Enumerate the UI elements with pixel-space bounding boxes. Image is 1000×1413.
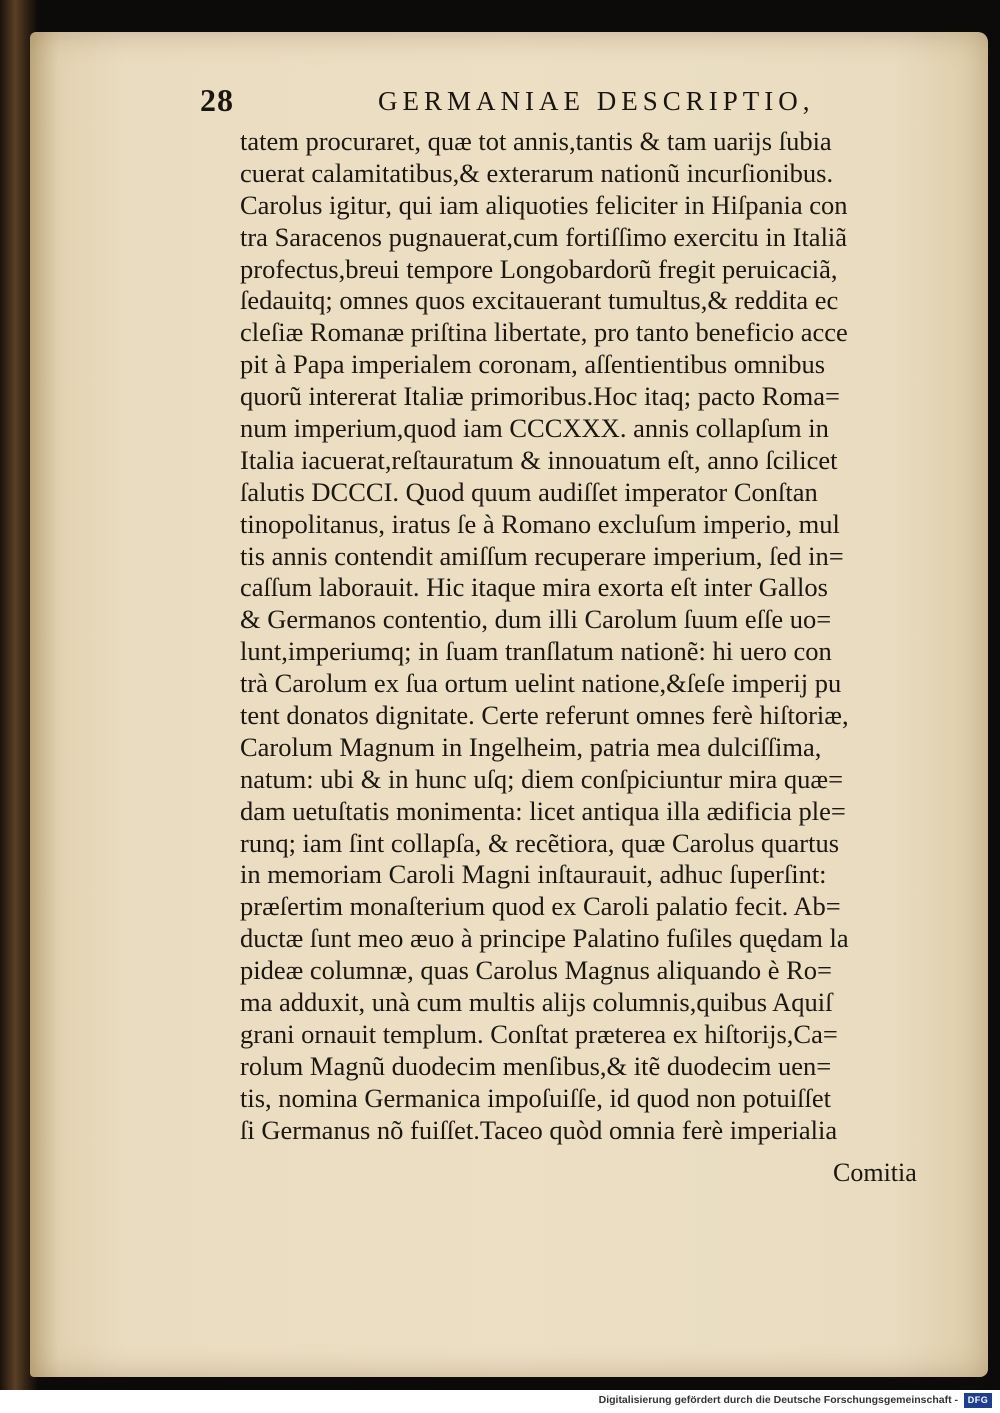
text-line: cuerat calamitatibus,& exterarum nationũ incurſionibus. [240, 157, 834, 188]
catchword: Comitia [833, 1158, 917, 1187]
text-line: rolum Magnũ duodecim menſibus,& itẽ duodecim uen= [240, 1050, 832, 1081]
text-line: pit à Papa imperialem coronam, aſſentientibus omnibus [240, 349, 826, 380]
text-line: Carolum Magnum in Ingelheim, patria mea dulciſſima, [240, 731, 822, 762]
text-line: natum: ubi & in hunc uſq; diem conſpiciuntur mira quæ= [240, 763, 844, 794]
text-line: tinopolitanus, iratus ſe à Romano excluſum imperio, mul [240, 508, 840, 539]
page-header [200, 82, 860, 126]
body-text [240, 126, 940, 1147]
text-line: cleſiæ Romanæ priſtina libertate, pro tanto beneficio acce [240, 317, 848, 348]
text-line: ſi Germanus nõ fuiſſet.Taceo quòd omnia ferè imperialia [240, 1114, 838, 1145]
text-line: & Germanos contentio, dum illi Carolum ſuum eſſe uo= [240, 604, 832, 635]
text-line: profectus,breui tempore Longobardorũ fregit peruicaciã, [240, 253, 838, 284]
text-line: Carolus igitur, qui iam aliquoties feliciter in Hiſpania con [240, 189, 848, 220]
text-line: lunt,imperiumq; in ſuam tranſlatum nationẽ: hi uero con [240, 636, 832, 667]
text-line: ma adduxit, unà cum multis alijs columnis,quibus Aquiſ [240, 987, 833, 1018]
text-line: quorũ intererat Italiæ primoribus.Hoc itaq; pacto Roma= [240, 381, 841, 412]
digitization-footer [0, 1390, 1000, 1413]
funding-note: Digitalisierung gefördert durch die Deutsche Forschungsgemeinschaft - [598, 1394, 958, 1406]
text-line: Italia iacuerat,reſtauratum & innouatum eſt, anno ſcilicet [240, 444, 838, 475]
text-line: trà Carolum ex ſua ortum uelint natione,&ſeſe imperij pu [240, 668, 842, 699]
text-line: in memoriam Caroli Magni inſtaurauit, adhuc ſuperſint: [240, 859, 827, 890]
text-line: tis, nomina Germanica impoſuiſſe, id quod non potuiſſet [240, 1082, 832, 1113]
text-line: grani ornauit templum. Conſtat præterea ex hiſtorijs,Ca= [240, 1018, 838, 1049]
text-line: ſedauitq; omnes quos excitauerant tumultus,& reddita ec [240, 285, 839, 316]
text-line: tent donatos dignitate. Certe referunt omnes ferè hiſtoriæ, [240, 700, 849, 731]
text-line: ductæ ſunt meo æuo à principe Palatino fuſiles quędam la [240, 923, 849, 954]
page-number: 28 [200, 82, 234, 118]
text-line: dam uetuſtatis monimenta: licet antiqua illa ædificia ple= [240, 795, 846, 826]
text-line: tatem procuraret, quæ tot annis,tantis & tam uarijs ſubia [240, 126, 832, 156]
dfg-logo: DFG [964, 1393, 992, 1408]
text-line: pideæ columnæ, quas Carolus Magnus aliquando è Ro= [240, 955, 832, 986]
text-line: tis annis contendit amiſſum recuperare imperium, ſed in= [240, 540, 844, 571]
text-line: præſertim monaſterium quod ex Caroli palatio fecit. Ab= [240, 891, 841, 922]
text-line: num imperium,quod iam CCCXXX. annis collapſum in [240, 413, 829, 444]
text-line: runq; iam ſint collapſa, & recẽtiora, quæ Carolus quartus [240, 827, 840, 858]
running-head: GERMANIAE DESCRIPTIO, [378, 86, 815, 116]
text-line: caſſum laborauit. Hic itaque mira exorta eſt inter Gallos [240, 572, 828, 603]
text-line: tra Saracenos pugnauerat,cum fortiſſimo exercitu in Italiã [240, 221, 848, 252]
text-line: ſalutis DCCCI. Quod quum audiſſet imperator Conſtan [240, 476, 818, 507]
